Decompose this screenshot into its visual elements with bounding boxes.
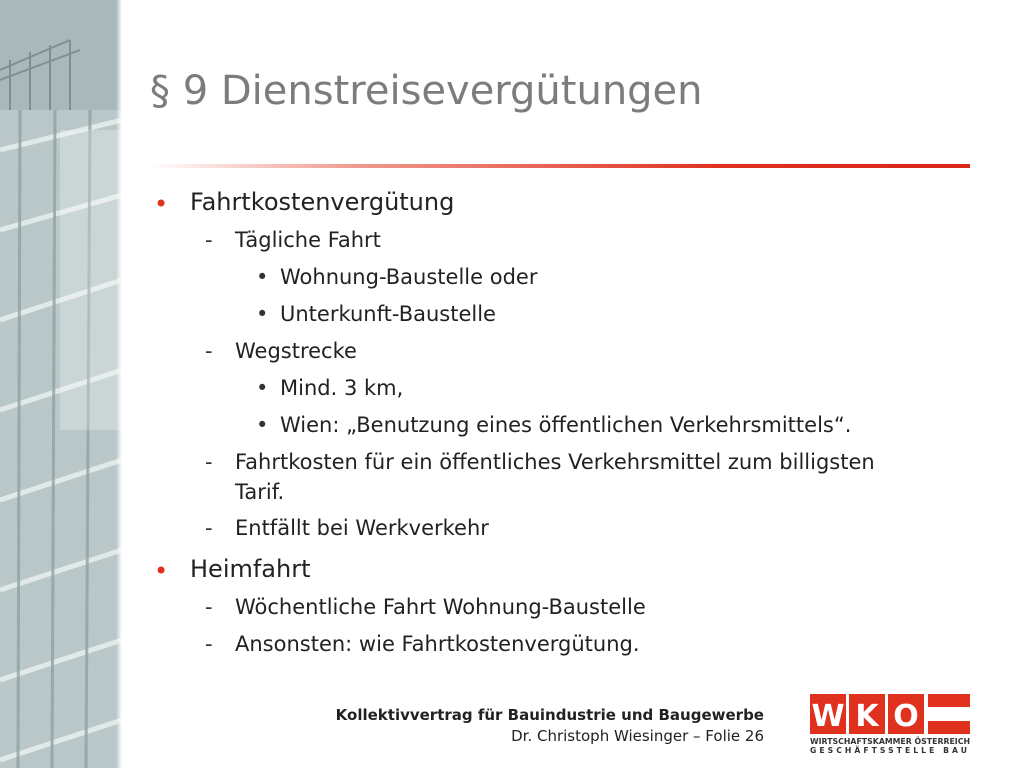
logo-letter-o: O xyxy=(893,699,919,734)
slide-title: § 9 Dienstreisevergütungen xyxy=(150,68,703,114)
flag-stripe-top xyxy=(928,694,970,707)
list-item: Wöchentliche Fahrt Wohnung-Baustelle xyxy=(235,595,646,619)
dash-marker: - xyxy=(205,339,213,363)
footer-author: Dr. Christoph Wiesinger – Folie 26 xyxy=(511,727,764,745)
dash-marker: - xyxy=(205,595,213,619)
logo-letter-k: K xyxy=(855,699,879,734)
list-item: Ansonsten: wie Fahrtkostenvergütung. xyxy=(235,632,640,656)
list-item: Mind. 3 km, xyxy=(280,376,404,400)
list-item: Tägliche Fahrt xyxy=(235,228,381,252)
title-divider xyxy=(150,164,970,168)
list-item: Heimfahrt xyxy=(190,555,311,583)
dash-marker: - xyxy=(205,516,213,540)
dot-marker: • xyxy=(256,376,269,400)
flag-stripe-middle xyxy=(928,707,970,721)
list-item: Fahrtkosten für ein öffentliches Verkehrsmittel zum billigsten xyxy=(235,450,875,474)
list-item: Entfällt bei Werkverkehr xyxy=(235,516,489,540)
bullet-marker: • xyxy=(154,557,169,585)
building-facade-image xyxy=(0,0,122,768)
list-item-continuation: Tarif. xyxy=(235,480,285,504)
logo-letter-w: W xyxy=(811,699,845,734)
dash-marker: - xyxy=(205,228,213,252)
dot-marker: • xyxy=(256,413,269,437)
list-item: Fahrtkostenvergütung xyxy=(190,188,455,216)
list-item: Wien: „Benutzung eines öffentlichen Verkehrsmittels“. xyxy=(280,413,852,437)
building-photo xyxy=(0,0,122,768)
list-item: Wegstrecke xyxy=(235,339,357,363)
list-item: Wohnung-Baustelle oder xyxy=(280,265,538,289)
logo-subtitle-office: GESCHÄFTSSTELLE BAU xyxy=(810,746,970,754)
dot-marker: • xyxy=(256,265,269,289)
dot-marker: • xyxy=(256,302,269,326)
wko-logo xyxy=(810,694,970,754)
dash-marker: - xyxy=(205,450,213,474)
dash-marker: - xyxy=(205,632,213,656)
flag-stripe-bottom xyxy=(928,721,970,734)
list-item: Unterkunft-Baustelle xyxy=(280,302,496,326)
logo-subtitle-chamber: WIRTSCHAFTSKAMMER ÖSTERREICH xyxy=(810,737,970,746)
footer-title: Kollektivvertrag für Bauindustrie und Baugewerbe xyxy=(335,706,764,724)
bullet-marker: • xyxy=(154,190,169,218)
